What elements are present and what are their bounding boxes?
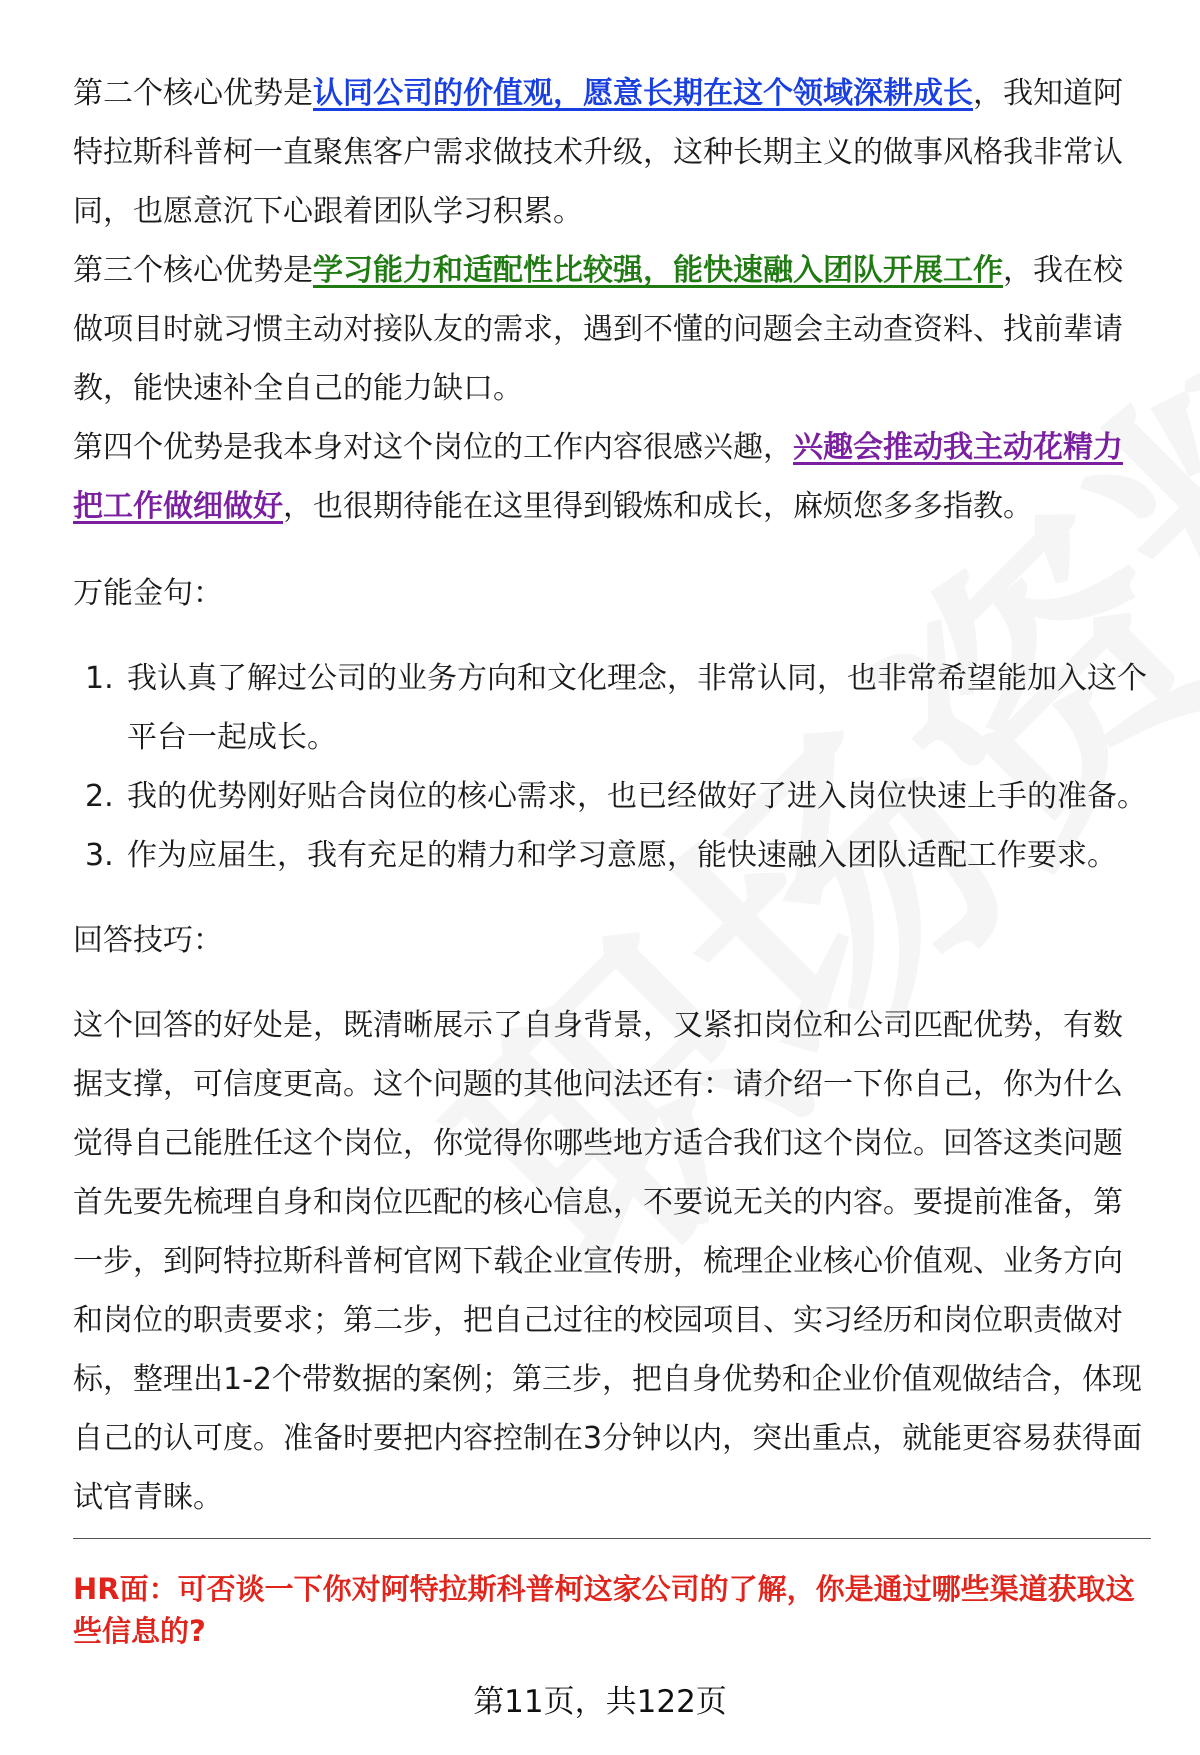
list-item-text: 作为应届生，我有充足的精力和学习意愿，能快速融入团队适配工作要求。 bbox=[127, 838, 1117, 873]
list-item bbox=[73, 826, 1151, 885]
advantage-3-highlight: 学习能力和适配性比较强，能快速融入团队开展工作 bbox=[313, 253, 1003, 288]
list-item-number: 2. bbox=[85, 779, 114, 814]
list-item bbox=[73, 649, 1151, 767]
advantage-paragraph-3 bbox=[73, 241, 1151, 418]
advantage-3-suffix: ，我在校做项目时就习惯主动对接队友的需求，遇到不懂的问题会主动查资料、找前辈请教，能快速补全自己的能力缺口。 bbox=[73, 253, 1123, 406]
list-item-text: 我认真了解过公司的业务方向和文化理念，非常认同，也非常希望能加入这个平台一起成长。 bbox=[127, 661, 1147, 755]
advantage-2-prefix: 第二个核心优势是 bbox=[73, 76, 313, 111]
advantage-3-prefix: 第三个核心优势是 bbox=[73, 253, 313, 288]
list-item-number: 1. bbox=[85, 661, 114, 696]
list-item bbox=[73, 767, 1151, 826]
advantage-2-suffix: ，我知道阿特拉斯科普柯一直聚焦客户需求做技术升级，这种长期主义的做事风格我非常认同，也愿意沉下心跟着团队学习积累。 bbox=[73, 76, 1123, 229]
section-divider bbox=[73, 1538, 1151, 1539]
list-item-text: 我的优势刚好贴合岗位的核心需求，也已经做好了进入岗位快速上手的准备。 bbox=[127, 779, 1147, 814]
advantage-4-highlight: 兴趣会推动我主动花精力把工作做细做好 bbox=[73, 430, 1123, 524]
golden-sentences-list bbox=[73, 649, 1151, 885]
answer-tips-heading: 回答技巧： bbox=[73, 923, 223, 958]
answer-tips-body: 这个回答的好处是，既清晰展示了自身背景，又紧扣岗位和公司匹配优势，有数据支撑，可信度更高。这个问题的其他问法还有：请介绍一下你自己，你为什么觉得自己能胜任这个岗位，你觉得你哪些地方适合我们这个岗位。回答这类问题首先要先梳理自身和岗位匹配的核心信息，不要说无关的内容。要提前准备，第一步，到阿特拉斯科普柯官网下载企业宣传册，梳理企业核心价值观、业务方向和岗位的职责要求；第二步，把自己过往的校园项目、实习经历和岗位职责做对标，整理出1-2个带数据的案例；第三步，把自身优势和企业价值观做结合，体现自己的认可度。准备时要把内容控制在3分钟以内，突出重点，就能更容易获得面试官青睐。 bbox=[73, 1008, 1143, 1515]
advantage-4-prefix: 第四个优势是我本身对这个岗位的工作内容很感兴趣， bbox=[73, 430, 793, 465]
advantage-paragraph-4 bbox=[73, 418, 1151, 536]
advantage-paragraph-2 bbox=[73, 64, 1151, 241]
advantage-2-highlight: 认同公司的价值观，愿意长期在这个领域深耕成长 bbox=[313, 76, 973, 111]
golden-sentences-heading: 万能金句： bbox=[73, 576, 223, 611]
list-item-number: 3. bbox=[85, 838, 114, 873]
advantage-4-suffix: ，也很期待能在这里得到锻炼和成长，麻烦您多多指教。 bbox=[283, 489, 1033, 524]
next-question-heading: HR面：可否谈一下你对阿特拉斯科普柯这家公司的了解，你是通过哪些渠道获取这些信息的? bbox=[73, 1572, 1135, 1648]
page-number: 第11页，共122页 bbox=[473, 1684, 727, 1720]
document-body bbox=[73, 64, 1151, 1527]
